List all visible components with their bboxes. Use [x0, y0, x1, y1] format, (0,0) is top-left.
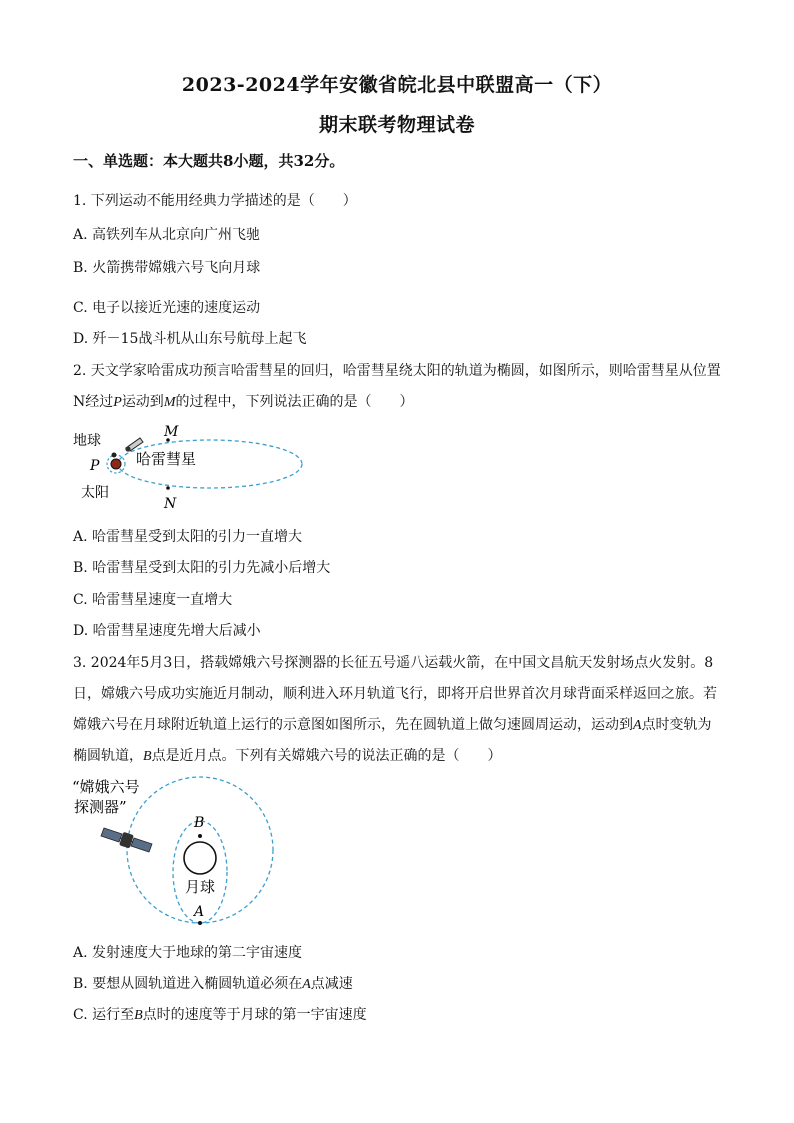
- q3-stem-line3: [73, 714, 712, 734]
- q3-var-a: A: [633, 718, 642, 733]
- q2-stem-text: N经过: [73, 394, 114, 410]
- q1-option-c: C. 电子以接近光速的速度运动: [73, 300, 261, 316]
- q2-option-a: A. 哈雷彗星受到太阳的引力一直增大: [73, 529, 303, 545]
- q1-option-b: B. 火箭携带嫦娥六号飞向月球: [73, 260, 261, 276]
- point-b-marker: [198, 834, 202, 838]
- q3-option-text: C. 运行至: [73, 1007, 135, 1023]
- q3-stem-line1: 3. 2024年5月3日，搭载嫦娥六号探测器的长征五号遥八运载火箭，在中国文昌航天发射场点火发射。8: [73, 655, 714, 671]
- earth-icon: [112, 453, 117, 458]
- chang-e-6-orbit-figure: [70, 772, 290, 932]
- q3-option-var: B: [134, 1008, 143, 1023]
- q3-option-text: B. 要想从圆轨道进入椭圆轨道必须在: [73, 976, 303, 992]
- q2-option-b: B. 哈雷彗星受到太阳的引力先减小后增大: [73, 560, 331, 576]
- q3-stem-text: 椭圆轨道，: [73, 748, 143, 764]
- moon-label: 月球: [185, 878, 216, 896]
- q3-stem-text: 点时变轨为: [641, 717, 712, 733]
- earth-label: 地球: [73, 433, 101, 449]
- probe-label-line2: 探测器”: [74, 798, 127, 816]
- q3-option-c: [73, 1004, 367, 1024]
- q2-stem-text: 运动到: [121, 394, 164, 410]
- probe-icon: [101, 828, 152, 852]
- q2-stem-text: 的过程中，下列说法正确的是（ ）: [175, 394, 414, 410]
- q1-option-a: A. 高铁列车从北京向广州飞驰: [73, 227, 261, 243]
- moon-icon: [184, 842, 216, 874]
- q3-option-b: [73, 973, 353, 993]
- comet-label: 哈雷彗星: [136, 450, 197, 468]
- q3-option-var: A: [302, 977, 311, 992]
- point-n-marker: [166, 486, 170, 490]
- exam-subtitle: 期末联考物理试卷: [318, 114, 475, 136]
- point-b-label: B: [194, 815, 205, 831]
- q3-option-text: 点时的速度等于月球的第一宇宙速度: [142, 1007, 367, 1023]
- q2-var-m: M: [163, 395, 176, 410]
- q3-stem-text: 点是近月点。下列有关嫦娥六号的说法正确的是（ ）: [151, 748, 502, 764]
- point-n-label: N: [164, 496, 177, 512]
- point-m-label: M: [164, 424, 179, 440]
- point-a-marker: [198, 921, 202, 925]
- q2-option-d: D. 哈雷彗星速度先增大后减小: [73, 623, 261, 639]
- q1-stem: 1. 下列运动不能用经典力学描述的是（ ）: [73, 193, 357, 209]
- sun-icon: [111, 459, 121, 469]
- q2-option-c: C. 哈雷彗星速度一直增大: [73, 592, 233, 608]
- q3-var-b: B: [143, 749, 152, 764]
- q3-stem-line2: 日，嫦娥六号成功实施近月制动，顺利进入环月轨道飞行，即将开启世界首次月球背面采样返回之旅。若: [73, 686, 717, 702]
- sun-label: 太阳: [81, 485, 109, 501]
- q3-stem-line4: [73, 745, 502, 765]
- q1-option-d: D. 歼－15战斗机从山东号航母上起飞: [73, 331, 307, 347]
- q2-stem-line1: 2. 天文学家哈雷成功预言哈雷彗星的回归，哈雷彗星绕太阳的轨道为椭圆，如图所示，则哈雷彗星从位置: [73, 363, 721, 379]
- point-a-label: A: [194, 904, 205, 920]
- q2-stem-line2: [73, 391, 413, 411]
- q3-option-text: 点减速: [310, 976, 353, 992]
- q2-var-p: P: [113, 395, 122, 410]
- point-p-label: P: [90, 458, 100, 474]
- probe-label-line1: “嫦娥六号: [72, 778, 140, 796]
- section-heading: 一、单选题：本大题共8小题，共32分。: [73, 152, 345, 170]
- halley-comet-orbit-figure: [70, 418, 310, 514]
- q3-option-a: A. 发射速度大于地球的第二宇宙速度: [73, 945, 303, 961]
- exam-title: 2023-2024学年安徽省皖北县中联盟高一（下）: [181, 74, 613, 96]
- q3-stem-text: 嫦娥六号在月球附近轨道上运行的示意图如图所示，先在圆轨道上做匀速圆周运动，运动到: [73, 717, 633, 733]
